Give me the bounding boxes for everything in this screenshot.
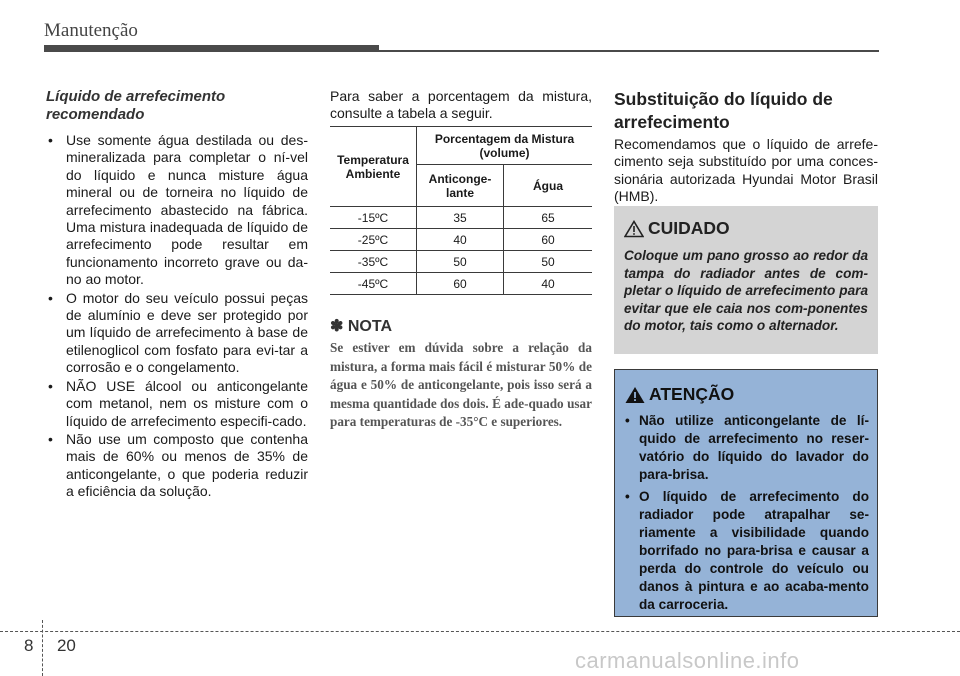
bullet-icon: • — [48, 430, 53, 447]
table-cell: 65 — [504, 207, 593, 229]
header-rule — [379, 50, 879, 52]
coolant-replacement-body — [614, 136, 878, 206]
table-cell: 60 — [417, 273, 504, 295]
table-cell: -35ºC — [330, 251, 417, 273]
attention-box — [614, 369, 878, 617]
section-title-recommended-coolant: Líquido de arrefecimento recomendado — [46, 88, 226, 123]
section-number: 8 — [24, 636, 34, 655]
table-cell: 40 — [417, 229, 504, 251]
footer-rule — [0, 631, 960, 632]
table-cell: -45ºC — [330, 273, 417, 295]
bullet-icon: • — [625, 489, 630, 504]
watermark: carmanualsonline.info — [575, 648, 800, 673]
replacement-text: Recomendamos que o líquido de arrefe-cimento seja substituído por uma conces-sionária autorizada Hyundai Motor Brasil (HMB). — [614, 136, 878, 205]
page-number-value: 20 — [56, 636, 76, 655]
list-item-text: O motor do seu veículo possui peças de alumínio e deve ser protegido por um líquido de arrefecimento à base de etilenoglicol com fosfato para evi-tar a corrosão e o congelamento. — [66, 289, 308, 376]
table-header-temperature: Temperatura Ambiente — [330, 127, 417, 207]
list-item — [46, 378, 308, 430]
page-header-title: Manutenção — [44, 20, 138, 41]
table-cell: -15ºC — [330, 207, 417, 229]
bullet-icon: • — [625, 413, 630, 428]
bullet-icon: • — [48, 377, 53, 394]
column-recommended-coolant — [46, 88, 308, 502]
table-row — [330, 207, 592, 229]
table-cell: 50 — [417, 251, 504, 273]
list-item — [625, 488, 869, 614]
table-header-antifreeze: Anticonge-lante — [417, 165, 504, 207]
table-row — [330, 251, 592, 273]
list-item — [46, 132, 308, 289]
list-item-text: O líquido de arrefecimento do radiador pode atrapalhar se-riamente a visibilidade quando borrifado no para-brisa e causar a perda do controle do veículo ou danos à pintura e ao acaba-mento da carroceria. — [639, 489, 869, 612]
coolant-bullet-list — [46, 132, 308, 501]
bullet-icon: • — [48, 289, 53, 306]
column-mixture — [330, 88, 592, 123]
warning-triangle-outline-icon — [624, 220, 644, 238]
caution-heading — [624, 218, 730, 239]
caution-body: Coloque um pano grosso ao redor da tampa do radiador antes de com-pletar o líquido de arrefecimento para evitar que ele caia nos com-ponentes do motor, tais como o alternador. — [624, 248, 868, 334]
mixture-intro: Para saber a porcentagem da mistura, consulte a tabela a seguir. — [330, 88, 592, 122]
bullet-icon: • — [48, 132, 53, 148]
note-title: ✽ NOTA — [330, 318, 392, 335]
attention-heading — [625, 384, 734, 405]
list-item-text: Use somente água destilada ou des-mineralizada para completar o ní-vel do líquido e nunca misture água mineral ou de torneira no líquido de arrefecimento abastecido na fábrica. Uma mistura inadequada de líquido de arrefecimento pode resultar em funcionamento incorreto grave ou da-no ao motor. — [66, 132, 308, 288]
note-body: Se estiver em dúvida sobre a relação da mistura, a forma mais fácil é misturar 50% de água e 50% de anticongelante, pois isso será a mesma quantidade dos dois. É ade-quado usar para temperaturas de -35°C e superiores. — [330, 340, 592, 430]
attention-title: ATENÇÃO — [649, 384, 735, 404]
table-header-water: Água — [504, 165, 593, 207]
list-item-text: NÃO USE álcool ou anticongelante com metanol, nem os misture com o líquido de arrefecimento especifi-cado. — [66, 377, 308, 429]
table-row — [330, 273, 592, 295]
mixture-table — [330, 126, 592, 295]
table-cell: 40 — [504, 273, 593, 295]
table-cell: 50 — [504, 251, 593, 273]
table-header-mixture: Porcentagem da Mistura (volume) — [417, 127, 593, 165]
table-row — [330, 229, 592, 251]
page-number — [24, 636, 76, 656]
table-cell: -25ºC — [330, 229, 417, 251]
attention-list — [625, 412, 869, 618]
list-item — [46, 290, 308, 377]
list-item — [46, 431, 308, 501]
caution-box — [614, 206, 878, 354]
list-item — [625, 412, 869, 484]
list-item-text: Não use um composto que contenha mais de 60% ou menos de 35% de anticongelante, o que poderia reduzir a eficiência da solução. — [66, 430, 308, 500]
section-title-coolant-replacement: Substituição do líquido de arrefecimento — [614, 89, 833, 132]
table-cell: 60 — [504, 229, 593, 251]
warning-triangle-filled-icon — [625, 386, 645, 404]
list-item-text: Não utilize anticongelante de lí-quido de arrefecimento no reser-vatório do líquido do lavador do para-brisa. — [639, 413, 869, 482]
table-cell: 35 — [417, 207, 504, 229]
caution-title: CUIDADO — [648, 218, 730, 238]
header-bar — [44, 45, 379, 52]
